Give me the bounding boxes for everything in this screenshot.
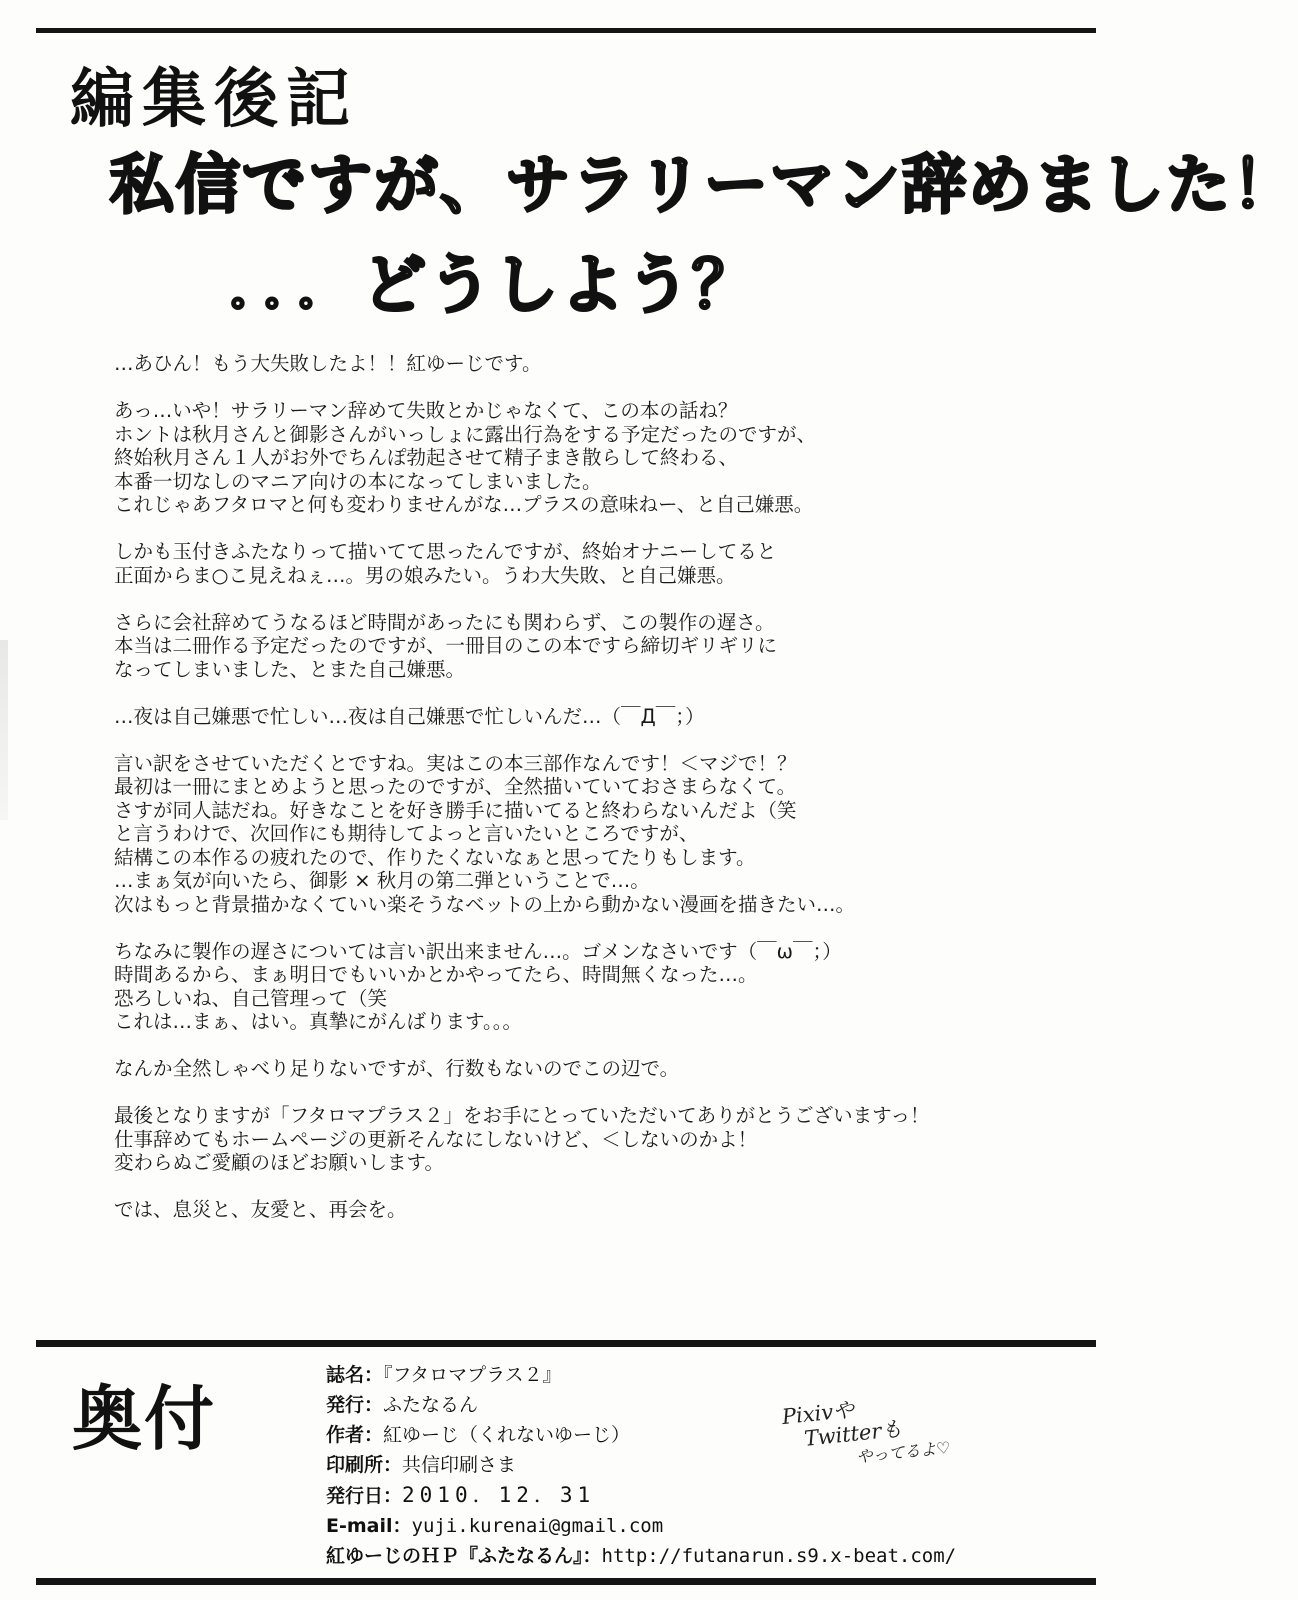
note-line-2: Twitterも (803, 1416, 904, 1451)
colophon-row (326, 1511, 1046, 1541)
colophon-link[interactable]: http://futanarun.s9.x-beat.com/ (601, 1545, 957, 1567)
paragraph (114, 540, 1054, 587)
text-line: 次はもっと背景描かなくていい楽そうなベットの上から動かない漫画を描きたい…。 (114, 892, 856, 916)
text-line: 仕事辞めてもホームページの更新そんなにしないけど、＜しないのかよ！ (114, 1127, 758, 1151)
paragraph (114, 1057, 1054, 1081)
colophon-key: 発行日： (326, 1485, 403, 1507)
headline-line-2: ．．．どうしよう？ (228, 249, 758, 323)
text-line: 正面からま○こ見えねぇ…。男の娘みたい。うわ大失敗、と自己嫌悪。 (114, 563, 736, 587)
colophon-key: 誌名： (326, 1364, 384, 1386)
text-line: 恐ろしいね、自己管理って（笑 (114, 986, 388, 1010)
text-line: なんか全然しゃべり足りないですが、行数もないのでこの辺で。 (114, 1057, 680, 1080)
colophon-title: 奥付 (72, 1378, 216, 1460)
text-line: ホントは秋月さんと御影さんがいっしょに露出行為をする予定だったのですが、 (114, 422, 817, 446)
text-line: …あひん！もう大失敗したよ！！紅ゆーじです。 (114, 352, 542, 375)
colophon-value: 2010．12．31 (402, 1483, 596, 1507)
text-line: なってしまいました、とまた自己嫌悪。 (114, 657, 466, 681)
colophon-value: 紅ゆーじ（くれないゆーじ） (383, 1424, 631, 1446)
text-line: 最初は一冊にまとめようと思ったのですが、全然描いていておさまらなくて。 (114, 775, 797, 798)
section-rule (36, 1340, 1096, 1347)
text-line: 結構この本作るの疲れたので、作りたくないなぁと思ってたりもします。 (114, 845, 756, 869)
text-line: 言い訳をさせていただくとですね。実はこの本三部作なんです！＜マジで！？ (114, 751, 797, 775)
text-line: 本当は二冊作る予定だったのですが、一冊目のこの本ですら締切ギリギリに (114, 634, 778, 657)
colophon-row (326, 1360, 1046, 1390)
headline (110, 148, 1298, 324)
colophon-value: ふたなるん (383, 1394, 479, 1416)
text-line: しかも玉付きふたなりって描いてて思ったんですが、終始オナニーしてると (114, 540, 777, 563)
text-line: 最後となりますが「フタロマプラス２」をお手にとっていただいてありがとうございますっ！ (114, 1104, 930, 1127)
paragraph (114, 1198, 1054, 1222)
paragraph (114, 940, 1054, 1034)
heart-icon: ♡ (935, 1437, 952, 1459)
paragraph (114, 399, 1054, 517)
colophon-link[interactable]: yuji.kurenai@gmail.com (411, 1515, 664, 1537)
text-line: では、息災と、友愛と、再会を。 (114, 1198, 407, 1221)
paragraph (114, 1104, 1054, 1175)
text-line: …夜は自己嫌悪で忙しい…夜は自己嫌悪で忙しいんだ…（￣Д￣；） (114, 704, 705, 728)
colophon-row (326, 1480, 1046, 1511)
text-line: さらに会社辞めてうなるほど時間があったにも関わらず、この製作の遅さ。 (114, 610, 775, 634)
afterword-body (114, 352, 1054, 1245)
colophon-key: 紅ゆーじのＨＰ『ふたなるん』： (326, 1545, 602, 1567)
text-line: さすが同人誌だね。好きなことを好き勝手に描いてると終わらないんだよ（笑 (114, 798, 797, 822)
text-line: これは…まぁ、はい。真摯にがんばります。。。 (114, 1010, 522, 1033)
paragraph (114, 752, 1054, 917)
colophon-row (326, 1541, 1046, 1571)
colophon-key: 発行： (326, 1394, 384, 1416)
colophon-key: 作者： (326, 1424, 384, 1446)
colophon-key: E-mail： (326, 1515, 412, 1537)
note-line-1: Pixivや (780, 1397, 856, 1430)
text-line: 終始秋月さん１人がお外でちんぽ勃起させて精子まき散らして終わる、 (114, 446, 739, 469)
colophon-value: 共信印刷さま (402, 1454, 517, 1476)
paragraph (114, 352, 1054, 376)
text-line: 時間あるから、まぁ明日でもいいかとかやってたら、時間無くなった…。 (114, 963, 758, 986)
text-line: これじゃあフタロマと何も変わりませんがな…プラスの意味ねー、と自己嫌悪。 (114, 493, 814, 516)
top-rule (36, 28, 1096, 33)
text-line: あっ…いや！サラリーマン辞めて失敗とかじゃなくて、この本の話ね？ (114, 399, 738, 422)
text-line: 本番一切なしのマニア向けの本になってしまいました。 (114, 469, 602, 493)
paragraph (114, 611, 1054, 682)
colophon-key: 印刷所： (326, 1454, 403, 1476)
headline-line-1: 私信ですが、サラリーマン辞めました！ (110, 149, 1298, 223)
afterword-title: 編集後記 (70, 63, 358, 137)
note-line-3-text: やってるよ (855, 1439, 938, 1467)
text-line: 変わらぬご愛顧のほどお願いします。 (114, 1151, 444, 1174)
paragraph (114, 705, 1054, 729)
text-line: ちなみに製作の遅さについては言い訳出来ません…。ゴメンなさいです（￣ω￣；） (114, 939, 842, 963)
colophon-value: 『フタロマプラス２』 (383, 1364, 562, 1386)
bottom-rule (36, 1578, 1096, 1585)
page-edge-mark (0, 640, 8, 820)
text-line: と言うわけで、次回作にも期待してよっと言いたいところですが、 (114, 822, 699, 845)
text-line: …まぁ気が向いたら、御影 × 秋月の第二弾ということで…。 (114, 869, 650, 892)
